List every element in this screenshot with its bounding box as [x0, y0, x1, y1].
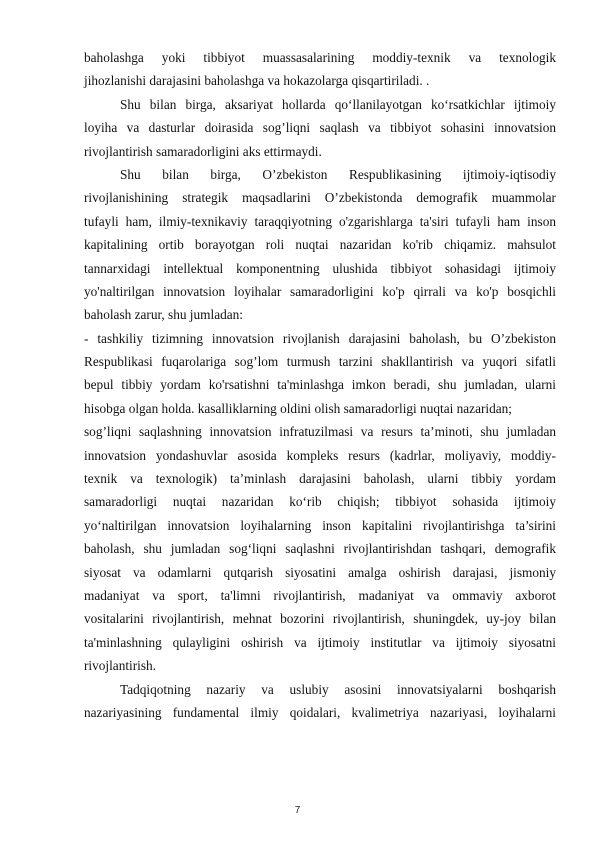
text-line: rivojlantirish samaradorligini aks ettirmaydi. — [84, 143, 322, 159]
text-line: hisobga olgan holda. kasalliklarning oldini olish samaradorligi nuqtai nazaridan; — [84, 400, 512, 416]
page-number: 7 — [294, 805, 301, 816]
text-line: loyiha va dasturlar doirasida sog’liqni saqlash va tibbiyot sohasini innovatsion — [84, 120, 556, 136]
text-line: yo‘naltirilgan innovatsion loyihalarning inson kapitalini rivojlantirishga ta’sirini — [84, 517, 556, 533]
text-line: baholashga yoki tibbiyot muassasalarining moddiy-texnik va texnologik — [84, 50, 556, 65]
text-line: nazariyasining fundamental ilmiy qoidalari, kvalimetriya nazariyasi, loyihalarni — [84, 704, 556, 720]
text-line: kapitalining ortib borayotgan roli nuqtai nazaridan ko'rib chiqamiz. mahsulot — [84, 237, 556, 253]
text-line: baholash, shu jumladan sog‘liqni saqlashni rivojlantirishdan tashqari, demografik — [84, 541, 556, 557]
text-line: bepul tibbiy yordam ko'rsatishni ta'minlashga imkon beradi, shu jumladan, ularni — [84, 377, 556, 393]
text-line: Shu bilan birga, O’zbekiston Respublikasining ijtimoiy-iqtisodiy — [120, 166, 556, 182]
text-line: texnik va texnologik) ta’minlash darajasini baholash, ularni tibbiy yordam — [84, 471, 556, 487]
text-line: sog’liqni saqlashning innovatsion infratuzilmasi va resurs ta’minoti, shu jumladan — [84, 424, 556, 440]
text-line: - tashkiliy tizimning innovatsion rivojlanish darajasini baholash, bu O’zbekiston — [84, 330, 556, 346]
text-line: vositalarini rivojlantirish, mehnat bozorini rivojlantirish, shuningdek, uy-joy bilan — [84, 611, 556, 627]
text-line: baholash zarur, shu jumladan: — [84, 307, 243, 323]
text-line: jihozlanishi darajasini baholashga va hokazolarga qisqartiriladi. . — [84, 73, 430, 89]
text-line: rivojlantirish. — [84, 658, 157, 674]
text-line: siyosat va odamlarni qutqarish siyosatini amalga oshirish darajasi, jismoniy — [84, 564, 556, 580]
text-line: yo'naltirilgan innovatsion loyihalar samaradorligini ko'p qirrali va ko'p bosqichli — [84, 283, 556, 299]
text-line: madaniyat va sport, ta'limni rivojlantirish, madaniyat va ommaviy axborot — [84, 587, 556, 603]
text-line: Tadqiqotning nazariy va uslubiy asosini innovatsiyalarni boshqarish — [120, 681, 556, 697]
text-line: Respublikasi fuqarolariga sog’lom turmush tarzini shakllantirish va yuqori sifatli — [84, 354, 556, 370]
text-line: Shu bilan birga, aksariyat hollarda qo‘llanilayotgan ko‘rsatkichlar ijtimoiy — [120, 96, 556, 112]
text-line: innovatsion yondashuvlar asosida kompleks resurs (kadrlar, moliyaviy, moddiy- — [84, 447, 556, 463]
text-line: tufayli ham, ilmiy-texnikaviy taraqqiyotning o'zgarishlarga ta'siri tufayli ham inson — [84, 213, 556, 229]
text-line: ta'minlashning qulayligini oshirish va ijtimoiy institutlar va ijtimoiy siyosatni — [84, 634, 556, 650]
text-line: tannarxidagi intellektual komponentning ulushida tibbiyot sohasidagi ijtimoiy — [84, 260, 556, 276]
text-line: samaradorligi nuqtai nazaridan ko‘rib chiqish; tibbiyot sohasida ijtimoiy — [84, 494, 556, 510]
text-line: rivojlanishining strategik maqsadlarini O’zbekistonda demografik muammolar — [84, 190, 556, 206]
document-page — [84, 46, 556, 724]
